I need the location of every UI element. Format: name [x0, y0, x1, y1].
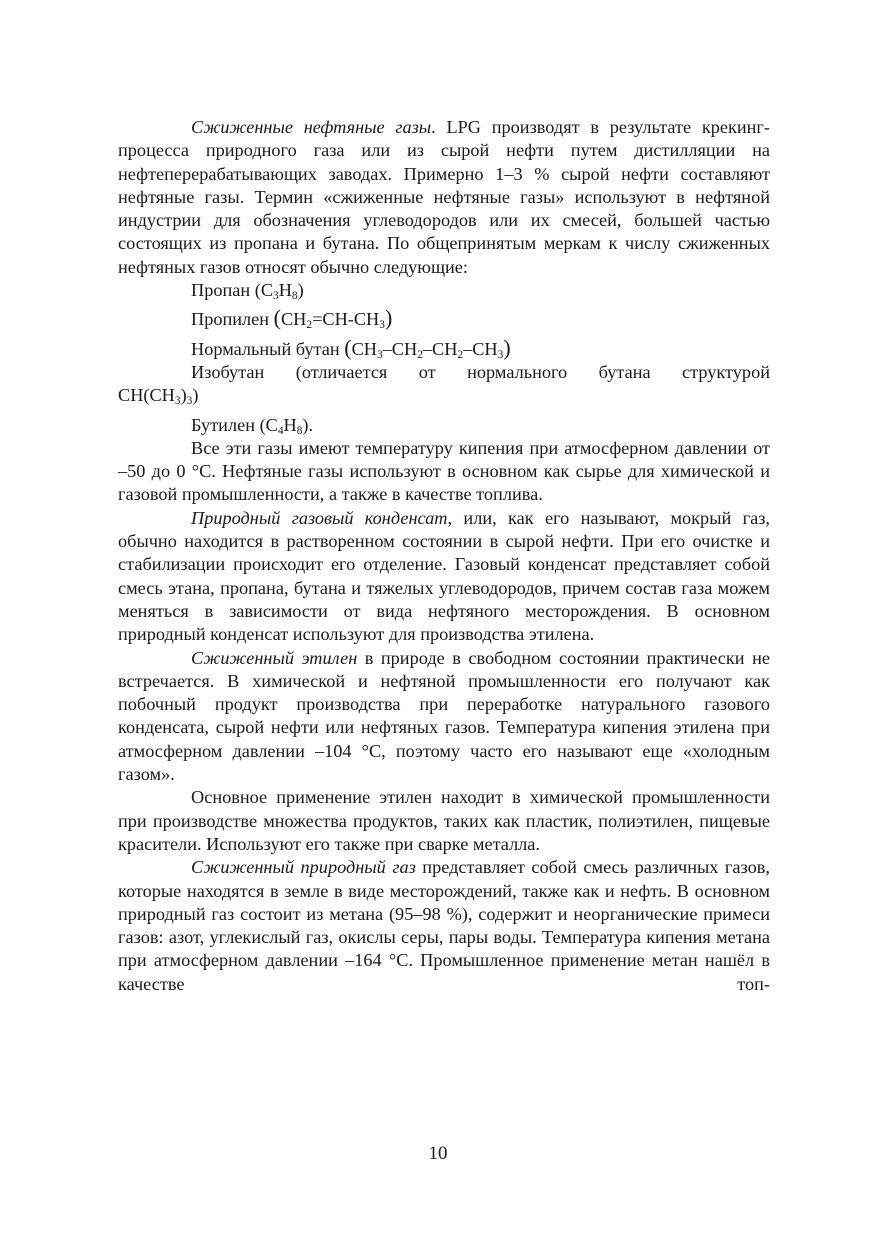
term-lpg: Сжиженные нефтяные газы	[191, 117, 432, 137]
gas-formula: $(CH_3-CH_2-CH_2-CH_3)$	[344, 334, 511, 361]
page-body	[118, 116, 770, 996]
paragraph-condensate	[118, 507, 770, 647]
term-ethylene: Сжиженный этилен	[191, 647, 358, 668]
paragraph-ethylene-use: Основное применение этилен находит в химической промышленности при производстве множества продуктов, таких как пластик, полиэтилен, пищевые красители. Используют его также при сварке металла.	[118, 787, 770, 854]
term-natural-gas: Сжиженный природный газ	[191, 857, 416, 878]
gas-item-butylene	[118, 414, 770, 437]
gas-item-propylene	[118, 307, 770, 331]
gas-item-isobutane	[118, 361, 770, 408]
paragraph-natural-gas-text: представляет собой смесь различных газов, которые находятся в земле в виде месторождений, также как и нефть. В основном природный газ состоит из метана (95–98 %), содержит и неорганические примеси газов: азот, углекислый газ, окислы серы, пары воды. Температура кипения метана при атмосферном давлении –164 °С. Промышленное применение метан нашёл в качестве топ-	[118, 857, 770, 994]
gas-formula: $CH(CH_3)_3$)	[118, 385, 199, 408]
gas-formula: $(C_3H_8)$	[254, 280, 304, 302]
paragraph-natural-gas	[118, 856, 770, 996]
paragraph-ethylene-text: в природе в свободном состоянии практически не встречается. В химической и нефтяной промышленности его получают как побочный продукт производства при переработке натурального газового конденсата, сырой нефти или нефтяных газов. Температура кипения этилена при атмосферном давлении –104 °С, поэтому часто его называют еще «холодным газом».	[118, 647, 770, 785]
paragraph-ethylene	[118, 647, 770, 787]
paragraph-condensate-text: , или, как его называют, мокрый газ, обычно находится в растворенном состоянии в сырой нефти. При его очистке и стабилизации происходит его отделение. Газовый конденсат представляет собой смесь этана, пропана, бутана и тяжелых углеводородов, причем состав газа можем меняться в зависимости от вида нефтяного месторождения. В основном природный конденсат используют для производства этилена.	[118, 507, 771, 645]
gas-formula: $(C_4H_8)$.	[259, 414, 314, 437]
paragraph-lpg-text: . LPG производят в результате крекинг-процесса природного газа или из сырой нефти путем дистилляции на нефтеперерабатывающих заводах. Примерно 1–3 % сырой нефти составляют нефтяные газы. Термин «сжиженные нефтяные газы» используют в нефтяной индустрии для обозначения углеводородов или их смесей, большей частью состоящих из пропана и бутана. По общепринятым меркам к числу сжиженных нефтяных газов относят обычно следующие:	[118, 117, 770, 277]
paragraph-boiling: Все эти газы имеют температуру кипения при атмосферном давлении от –50 до 0 °С. Нефтяные газы используют в основном как сырье для химической и газовой промышленности, а также в качестве топлива.	[118, 437, 770, 505]
page-number: 10	[428, 1143, 448, 1164]
gas-item-butane	[118, 334, 770, 361]
term-condensate: Природный газовый конденсат	[191, 507, 448, 528]
gas-isobutane-line: Изобутан (отличается от нормального бутана структурой	[191, 361, 770, 382]
gas-item-propane	[118, 279, 770, 302]
gas-name: Пропан	[191, 280, 251, 301]
gas-formula: $(CH_2=CH-CH_3)$	[273, 305, 393, 332]
gas-name: Пропилен	[191, 309, 270, 330]
paragraph-lpg	[118, 116, 770, 279]
gas-name: Нормальный бутан	[191, 338, 340, 359]
gas-name: Бутилен	[191, 414, 255, 435]
